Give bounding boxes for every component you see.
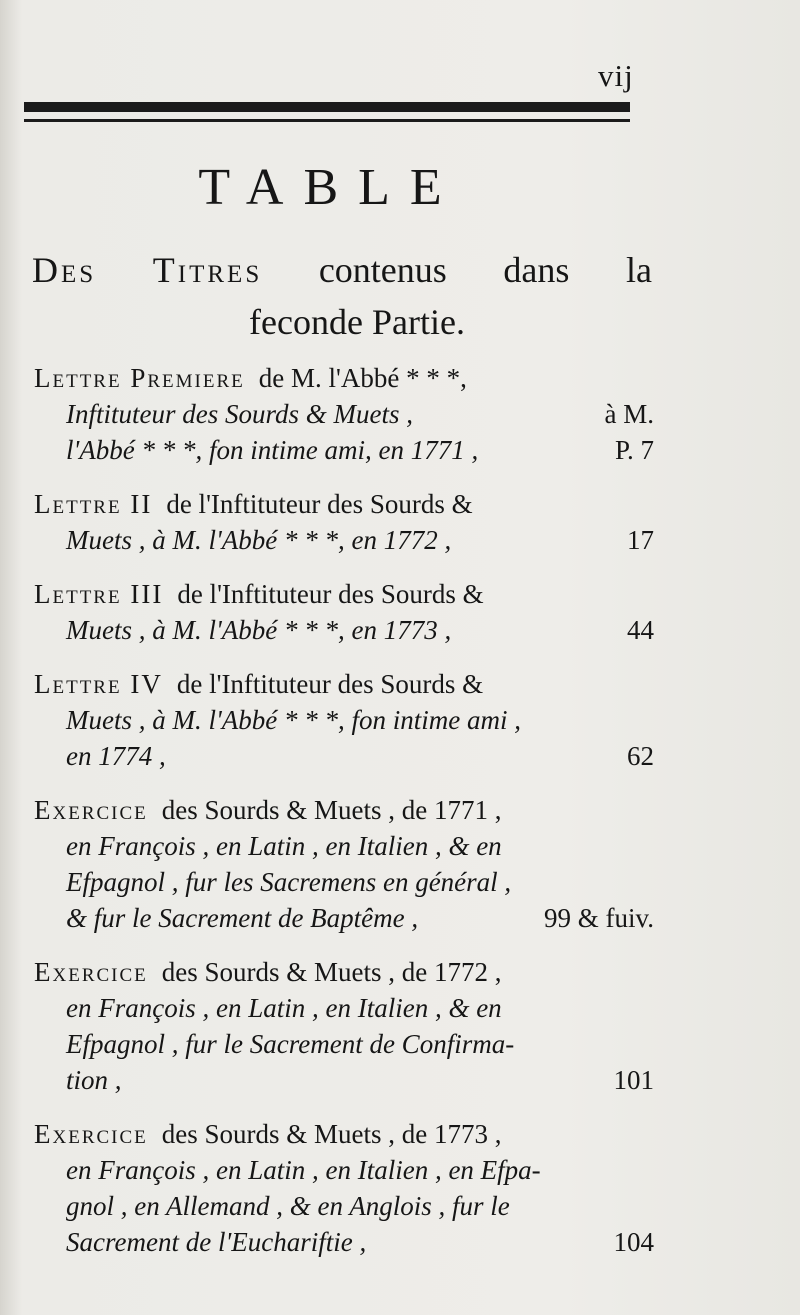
entry-spacer: [34, 648, 654, 666]
toc-entry-page: à M.: [604, 399, 654, 429]
toc-entry-text: des Sourds & Muets , de 1773 ,: [161, 1119, 502, 1149]
toc-entry-page: 44: [627, 615, 654, 645]
toc-entry-text: des Sourds & Muets , de 1772 ,: [161, 957, 502, 987]
toc-entry: [34, 576, 654, 648]
subtitle-word: Des: [32, 250, 97, 290]
toc-entry-head-word: Lettre IV: [34, 669, 163, 699]
toc-entry-text: tion ,: [66, 1065, 122, 1095]
table-subtitle: [32, 244, 652, 348]
toc-entry-text: & fur le Sacrement de Baptême ,: [66, 903, 419, 933]
toc-entry-line: [34, 1116, 654, 1152]
toc-entry-text: de l'Inftituteur des Sourds &: [176, 669, 484, 699]
toc-entry-text: Efpagnol , fur les Sacremens en général ,: [66, 867, 512, 897]
toc-entry-page: 17: [627, 525, 654, 555]
toc-entry-head-word: Lettre Premiere: [34, 363, 245, 393]
toc-entry: [34, 666, 654, 774]
subtitle-word: Titres: [152, 250, 263, 290]
entry-spacer: [34, 468, 654, 486]
toc-entry: [34, 486, 654, 558]
toc-entry-page: 62: [627, 741, 654, 771]
toc-entry-text: l'Abbé * * *, fon intime ami, en 1771 ,: [66, 435, 479, 465]
toc-entry-page: 99 & fuiv.: [544, 903, 654, 933]
toc-entry-heading: [34, 666, 163, 702]
page-number: vij: [598, 58, 634, 93]
toc-entry-text: gnol , en Allemand , & en Anglois , fur le: [66, 1191, 510, 1221]
toc-entry-heading: [34, 1116, 148, 1152]
toc-entry-line: [34, 432, 654, 468]
toc-entry-line: [34, 576, 654, 612]
toc-entry-heading: [34, 576, 163, 612]
toc-entry-text: Efpagnol , fur le Sacrement de Confirma-: [66, 1029, 515, 1059]
toc-entry: [34, 1116, 654, 1260]
toc-entry-text: des Sourds & Muets , de 1771 ,: [161, 795, 502, 825]
header-rule-thin: [24, 119, 630, 122]
toc-entry-text: Muets , à M. l'Abbé * * *, en 1773 ,: [66, 615, 452, 645]
toc-entry-text: de M. l'Abbé * * *,: [258, 363, 467, 393]
toc-entry-line: [34, 360, 654, 396]
toc-entry-line: [34, 666, 654, 702]
toc-entry-text: en François , en Latin , en Italien , & en: [66, 993, 502, 1023]
toc-entry-heading: [34, 360, 245, 396]
toc-entry-line: [34, 792, 654, 828]
toc-entry-head-word: Exercice: [34, 1119, 148, 1149]
toc-entry-line: [34, 396, 654, 432]
toc-entry-line: [34, 828, 654, 864]
toc-entry-line: [34, 954, 654, 990]
toc-entry-text: Inftituteur des Sourds & Muets ,: [66, 399, 413, 429]
toc-entry-line: [34, 1026, 654, 1062]
subtitle-word: contenus: [318, 250, 447, 290]
toc-entry-text: Sacrement de l'Euchariftie ,: [66, 1227, 367, 1257]
entry-spacer: [34, 936, 654, 954]
toc-entry-head-word: Exercice: [34, 957, 148, 987]
toc-entry-text: en 1774 ,: [66, 741, 166, 771]
toc-entry-head-word: Lettre III: [34, 579, 164, 609]
subtitle-line-2: feconde Partie.: [249, 302, 465, 342]
subtitle-word: dans: [503, 250, 570, 290]
toc-entry-text: de l'Inftituteur des Sourds &: [166, 489, 473, 519]
toc-entry-head-word: Lettre II: [34, 489, 153, 519]
table-title: TABLE: [198, 159, 462, 216]
toc-entry-head-word: Exercice: [34, 795, 148, 825]
entry-spacer: [34, 774, 654, 792]
toc-entry: [34, 954, 654, 1098]
toc-entry-line: [34, 1062, 654, 1098]
header-rule-thick: [24, 102, 630, 112]
entry-spacer: [34, 1098, 654, 1116]
toc-entry-page: 101: [613, 1065, 654, 1095]
toc-entry-page: 104: [613, 1227, 654, 1257]
toc-entry: [34, 792, 654, 936]
toc-entry-page: P. 7: [614, 435, 654, 465]
entry-spacer: [34, 558, 654, 576]
toc-entry: [34, 360, 654, 468]
table-of-contents: [34, 360, 654, 1260]
subtitle-word: la: [625, 250, 652, 290]
toc-entry-heading: [34, 792, 148, 828]
toc-entry-text: en François , en Latin , en Italien , en Efpa-: [66, 1155, 541, 1185]
toc-entry-line: [34, 1224, 654, 1260]
toc-entry-text: Muets , à M. l'Abbé * * *, en 1772 ,: [66, 525, 452, 555]
toc-entry-line: [34, 1152, 654, 1188]
toc-entry-heading: [34, 954, 148, 990]
toc-entry-line: [34, 702, 654, 738]
toc-entry-line: [34, 522, 654, 558]
toc-entry-line: [34, 486, 654, 522]
toc-entry-line: [34, 900, 654, 936]
toc-entry-line: [34, 612, 654, 648]
toc-entry-text: de l'Inftituteur des Sourds &: [177, 579, 484, 609]
toc-entry-line: [34, 990, 654, 1026]
toc-entry-line: [34, 738, 654, 774]
toc-entry-heading: [34, 486, 152, 522]
toc-entry-text: en François , en Latin , en Italien , & en: [66, 831, 502, 861]
toc-entry-text: Muets , à M. l'Abbé * * *, fon intime ami ,: [66, 705, 521, 735]
toc-entry-line: [34, 864, 654, 900]
toc-entry-line: [34, 1188, 654, 1224]
